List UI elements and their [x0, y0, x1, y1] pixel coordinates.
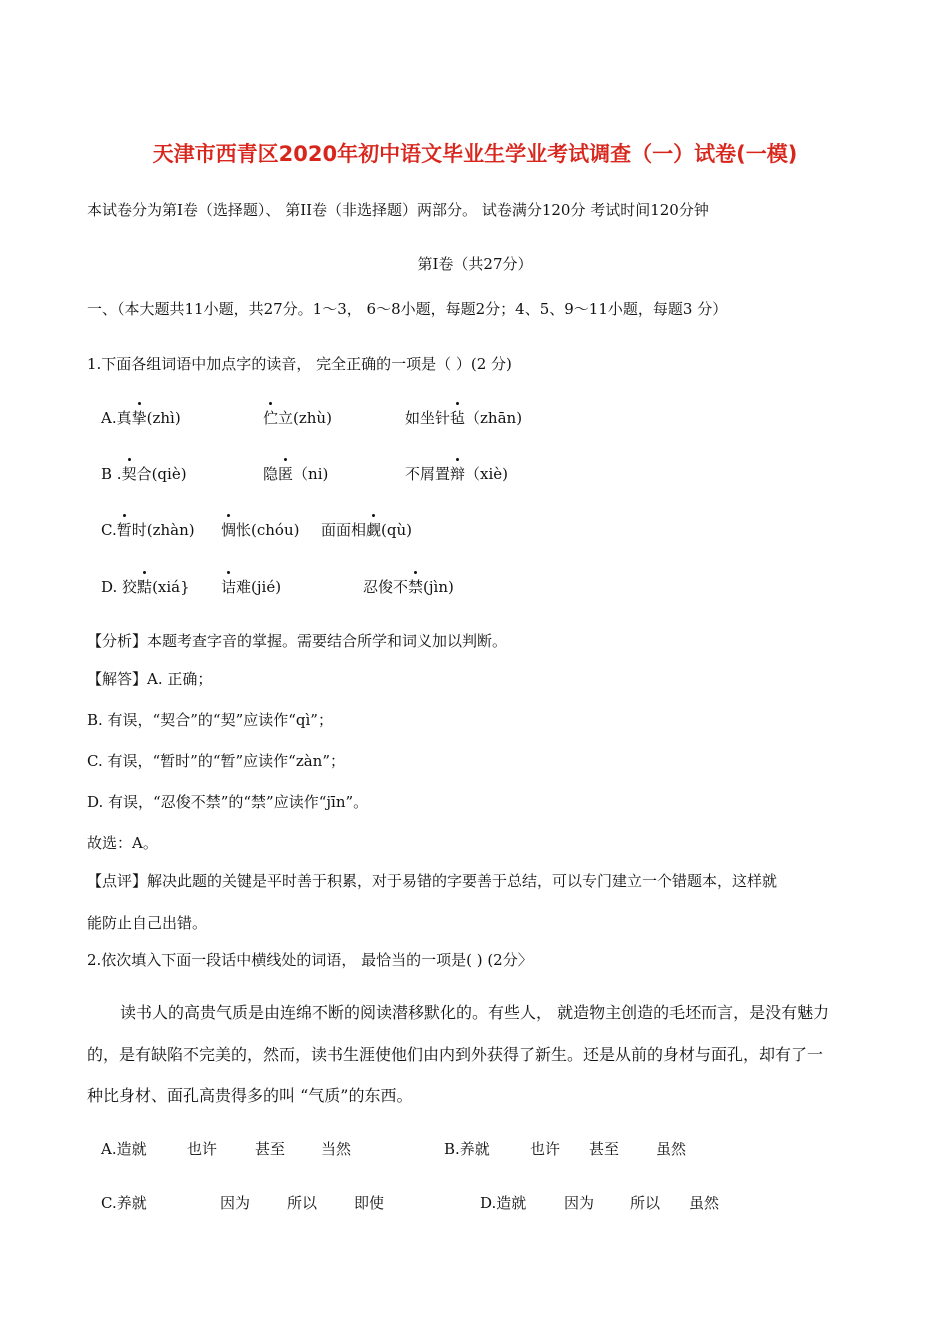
option-item: 隐匿（ni)	[263, 465, 329, 483]
option-word: 所以	[630, 1194, 661, 1212]
option-label: A.	[101, 1140, 117, 1158]
dotted-char: 惆	[221, 521, 237, 539]
dotted-char: 伫	[263, 409, 279, 427]
option-label: D.	[480, 1194, 497, 1212]
dotted-char: 挚	[131, 409, 147, 427]
option-word: 因为	[220, 1194, 251, 1212]
option-label: A.	[101, 409, 117, 427]
option-word: 当然	[321, 1140, 352, 1158]
option-word: 所以	[287, 1194, 318, 1212]
option-word: 养就	[116, 1194, 147, 1212]
option-word: 虽然	[656, 1140, 687, 1158]
option-label: C.	[101, 1194, 117, 1212]
option-item: 如坐针毡（zhān)	[405, 409, 523, 427]
option-item: 不屑置辩（xiè)	[405, 465, 509, 483]
q2-passage-line: 种比身材、面孔高贵得多的叫 “气质”的东西。	[87, 1086, 413, 1105]
dotted-char: 契	[121, 465, 137, 483]
q2-stem: 2.依次填入下面一段话中横线处的词语， 最恰当的一项是( ) (2分〉	[87, 951, 533, 969]
option-word: 养就	[459, 1140, 490, 1158]
option-item: 真挚(zhì)	[116, 409, 181, 427]
option-word: 造就	[116, 1140, 147, 1158]
dotted-char: 辩	[450, 465, 466, 483]
option-label: C.	[101, 521, 117, 539]
option-word: 甚至	[589, 1140, 620, 1158]
q1-answer-line: B. 有误，“契合”的“契”应读作“qì”；	[87, 711, 333, 729]
option-word: 造就	[496, 1194, 527, 1212]
exam-intro: 本试卷分为第Ⅰ卷（选择题）、 第II卷（非选择题）两部分。 试卷满分120分 考试时间120分钟	[87, 201, 709, 219]
option-word: 也许	[530, 1140, 561, 1158]
option-label: B .	[101, 465, 122, 483]
q1-answer-line: C. 有误，“暂时”的“暂”应读作“zàn”；	[87, 752, 345, 770]
q1-answer-line: 【解答】A. 正确；	[87, 670, 213, 688]
section-title: 第Ⅰ卷（共27分）	[417, 255, 533, 273]
q1-answer-line: 故选：A。	[87, 834, 158, 852]
q1-option-a	[101, 408, 523, 428]
part-heading: 一、（本大题共11小题，共27分。1～3， 6～8小题，每题2分；4、5、9～11小题，每题3 分）	[87, 300, 728, 318]
option-word: 虽然	[689, 1194, 720, 1212]
option-label: D.	[101, 578, 123, 596]
dotted-char: 毡	[450, 409, 466, 427]
option-item: 契合(qiè)	[121, 465, 187, 483]
option-item: 忍俊不禁(jìn)	[363, 578, 454, 596]
q1-comment-line: 能防止自己出错。	[87, 914, 208, 932]
q1-option-c	[101, 520, 412, 540]
q1-comment-line: 【点评】解决此题的关键是平时善于积累，对于易错的字要善于总结，可以专门建立一个错题本，这样就	[87, 872, 778, 890]
q1-option-d	[101, 577, 454, 597]
option-word: 因为	[564, 1194, 595, 1212]
option-label: B.	[444, 1140, 460, 1158]
option-item: 狡黠(xiá}	[122, 578, 190, 596]
dotted-char: 匿	[278, 465, 294, 483]
q2-option-d	[480, 1193, 860, 1213]
option-word: 也许	[187, 1140, 218, 1158]
q2-passage-line: 的，是有缺陷不完美的，然而，读书生涯使他们由内到外获得了新生。还是从前的身材与面孔，却有了一	[87, 1045, 824, 1064]
q2-passage-line: 读书人的高贵气质是由连绵不断的阅读潜移默化的。有些人， 就造物主创造的毛坯而言，是没有魅力	[120, 1003, 830, 1022]
exam-title: 天津市西青区2020年初中语文毕业生学业考试调查（一）试卷(一模)	[152, 142, 798, 166]
option-item: 暂时(zhàn)	[116, 521, 195, 539]
option-item: 伫立(zhù)	[263, 409, 332, 427]
q1-option-b	[101, 464, 509, 484]
dotted-char: 黠	[137, 578, 153, 596]
dotted-char: 诘	[221, 578, 237, 596]
dotted-char: 暂	[116, 521, 132, 539]
dotted-char: 禁	[408, 578, 424, 596]
option-word: 甚至	[255, 1140, 286, 1158]
q2-option-b	[444, 1139, 824, 1159]
option-item: 诘难(jié)	[221, 578, 282, 596]
q1-answer-line: D. 有误，“忍俊不禁”的“禁”应读作“jīn”。	[87, 793, 369, 811]
dotted-char: 觑	[366, 521, 382, 539]
option-item: 惆怅(chóu)	[221, 521, 300, 539]
q2-option-a	[101, 1139, 481, 1159]
option-item: 面面相觑(qù)	[321, 521, 412, 539]
q2-option-c	[101, 1193, 481, 1213]
option-word: 即使	[354, 1194, 385, 1212]
q1-analysis: 【分析】本题考查字音的掌握。需要结合所学和词义加以判断。	[87, 632, 508, 650]
q1-stem: 1.下面各组词语中加点字的读音， 完全正确的一项是（ ）(2 分)	[87, 355, 512, 373]
